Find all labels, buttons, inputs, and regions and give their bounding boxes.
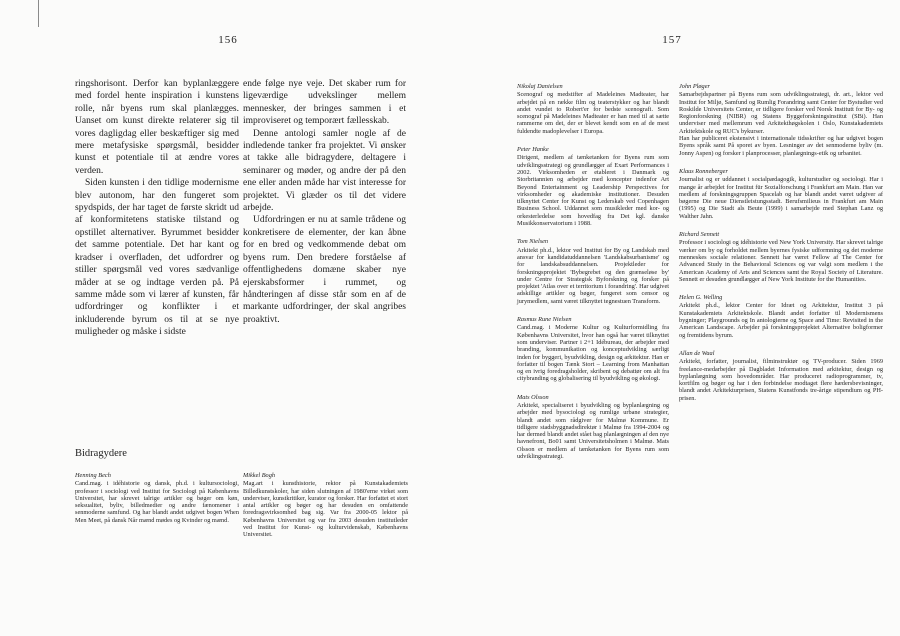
contributor-text: Cand.mag. i idéhistorie og dansk, ph.d. i kultursociologi, professor i sociologi ved Institut for Sociologi på Københavns Universitet, har skrevet talrige artikler og bøger om køn, seksualitet, byliv, billedmedier og andre fænomener i senmoderne samfund. Og har blandt andet udgivet bogen When Men Meet, på dansk Når mænd mødes og Kvinder og mænd. xyxy=(75,480,239,524)
left-page-column-1 xyxy=(75,78,239,339)
contributor-name: Mikkel Bogh xyxy=(243,472,275,479)
contributor-name: Peter Hanke xyxy=(517,146,549,154)
contributor-bio xyxy=(517,238,669,305)
contributor-text: Journalist og er uddannet i socialpædagogik, kulturstudier og sociologi. Har i mange år arbejdet for Institut für Sozialforschung i Frankfurt am Main. Han var medlem af forskningsgruppen Spacelab og har blandt andet været udgiver af bøgerne Die neue Dienstleistungsstadt. Berufsmilieus in Frankfurt am Main (1995) og Die Stadt als Beute (1999) i samarbejde med Stephan Lanz og Walther Jahn. xyxy=(679,176,883,220)
page-number-left: 156 xyxy=(218,34,238,46)
paragraph: Udfordringen er nu at samle trådene og konkretisere de elementer, der kan åbne for en bred og vedkommende debat om byens rum. Den bredere forståelse af offentlighedens domæne skaber nye ejerskabsformer i rummet, og håndteringen af disse står som en af de markante udfordringer, der skal angribes proaktivt. xyxy=(243,215,406,325)
contributor-text: Cand.mag. i Moderne Kultur og Kulturformidling fra Københavns Universitet, hvor han også har været tilknyttet som underviser. Partner i 2+1 Idébureau, der arbejder med branding, kommunikation og konceptudvikling særligt inden for byggeri, byudvikling, design og arkitektur. Han er forfatter til bogen Tænk Stort – Learning from Manhattan og en ivrig foredragsholder, skribent og debattør om alt fra citybranding og globalisering til byudvikling og økologi. xyxy=(517,324,669,383)
contributors-heading: Bidragydere xyxy=(75,448,127,459)
contributor-name: Mats Olsson xyxy=(517,393,549,401)
contributor-bio xyxy=(243,472,408,539)
contributor-text: Arkitekt, forfatter, journalist, filminstruktør og TV-producer. Siden 1969 freelance-medarbejder på Dagbladet Information med arkitektur, design og byplanlægning som hovedområder. Har produceret radioprogrammer, tv, kortfilm og bøger og har i den forbindelse modtaget flere hædersbevisninger, blandt andet Arkitekturprisen, Statens Kunstfonds tre-årige stipendium og PH-prisen. xyxy=(679,358,883,402)
contributor-bio xyxy=(75,472,239,524)
contributor-text: Arkitekt, specialiseret i byudvikling og byplanlægning og arbejder med bysociologi og rumlige urbane strategier, blandt andet som rådgiver for Malmø Kommune. Er tidligere stadsbyggnadsdirektør i Malmø fra 1994-2004 og har dermed blandt andet stået bag planlægningen af den nye havnefront, Bo01 samt Universitetsholmen i Malmø. Mats Olsson er medlem af tænketanken for Byens rum som udviklingsstrategi. xyxy=(517,401,669,461)
contributor-name: Rasmus Rune Nielsen xyxy=(517,316,572,324)
paragraph: Denne antologi samler nogle af de indledende tanker fra projektet. Vi ønsker at takke alle bidragydere, deltagere i seminarer og møder, og andre der på den ene eller anden måde har vist interesse for projektet. Vi glæder os til det videre arbejde. xyxy=(243,128,406,214)
contributor-name: John Pløger xyxy=(679,83,710,90)
contributor-name: Richard Sennett xyxy=(679,231,720,239)
right-page-column-2 xyxy=(679,83,883,413)
right-page-column-1 xyxy=(517,83,669,471)
contributor-text: Arkitekt ph.d., lektor ved Institut for By og Landskab med ansvar for kandidatuddannelsen 'Landskabsurbanisme' og for landskabsuddannelsen. Projektleder for forskningsprojektet 'Bybegrebet og den grænseløse by' under Centre for Strategisk Byforskning og forsker på projektet 'Atlas over et territorium i forandring'. Har udgivet adskillige artikler og bøger, fungeret som censor og jurymedlem, samt været tilknyttet tegnestuen Transform. xyxy=(517,246,669,305)
paragraph: Siden kunsten i den tidlige modernisme blev autonom, har den fungeret som spydspids, der har taget de første skridt ud af konformitetens statiske tilstand og opstillet alternativer. Byrummet besidder det samme potentiale. Det har kant og kradser i overfladen, det udfordrer og stiller spørgsmål ved vores sædvanlige måder at se og indtage verden på. På samme måde som vi lærer af kunsten, får udfordringer og konflikter i et inkluderende byrum os til at se nye muligheder og måske i sidste xyxy=(75,178,239,338)
contributor-name: Tom Nielsen xyxy=(517,238,549,246)
contributor-text: Arkitekt ph.d., lektor Center for Idræt og Arkitektur, Institut 3 på Kunstakademiets Arkitektskole. Blandt andet forfatter til Modernismens bygninger; Playgrounds og In antologierne og Space and Time: Revisited in the American Landscape. Arbejder på forskningsprojektet Alternative boligformer og fremtidens byrum. xyxy=(679,302,883,339)
paragraph: ende følge nye veje. Det skaber rum for ligeværdige udvekslinger mellem mennesker, der bringes sammen i et improviseret og temporært fællesskab. xyxy=(243,79,406,127)
contributor-text: Han har publiceret ekstensivt i internationale tidsskrifter og har udgivet bogen Byens språk samt På sporet av byen. Lesninger av det senmoderne byliv (m. Jonny Aspen) og forsker i planprocesser, planlægnings-etik og urbanitet. xyxy=(679,135,883,157)
paragraph: ringshorisont. Derfor kan byplanlæggere med fordel hente inspiration i kunstens rolle, når byens rum skal planlægges. Uanset om kunst direkte relaterer sig til vores dagligdag eller beskæftiger sig med mere metafysiske spørgsmål, besidder kunst et potentiale til at ændre vores verden. xyxy=(75,79,239,176)
contributor-bio xyxy=(679,168,883,220)
contributor-text: Mag.art i kunsthistorie, rektor på Kunstakademiets Billedkunstskoler, har siden slutningen af 1980'erne virket som underviser, kunstkritiker, kurator og forsker. Har forfattet et stort antal artikler og bøger og har desuden en omfattende foredragsvirksomhed bag sig. Var fra 2000-05 lektor på Københavns Universitet og var fra 2003 desuden institutleder ved Institut for Kunst- og kulturvidenskab, Københavns Universitet. xyxy=(243,480,408,539)
left-page-column-2 xyxy=(243,78,406,326)
contributor-text: Samarbejdspartner på Byens rum som udviklingsstrategi, dr. art., lektor ved Institut for Miljø, Samfund og Rumlig Forandring samt Center for Bystudier ved Roskilde Universitets Center, er tidligere forsker ved Norsk Institutt for By- og Regionforskning (NIBR) og Statens Byggeforskningsinstitut (SBi). Han underviser med mellemrum ved Arkitekthøgskolen i Oslo, Kunstakademiets Arkitektskole og RUC's bykurser. xyxy=(679,91,883,135)
contributor-name: Helen G. Welling xyxy=(679,294,723,302)
contributor-bio xyxy=(517,394,669,461)
contributor-name: Allan de Waal xyxy=(679,349,715,357)
contributor-name: Henning Bech xyxy=(75,472,111,479)
crop-mark xyxy=(38,0,39,27)
contributor-bio xyxy=(517,316,669,383)
page-number-right: 157 xyxy=(662,34,682,46)
contributor-text: Dirigent, medlem af tænketanken for Byens rum som udviklingsstrategi og grundlægger af Exart Performances i 2002. Virksomheden er etableret i Danmark og Storbritannien og arbejder med koncepter indenfor Art Beyond Entertainment og Leadership Perspectives for virksomheder og akademiske institutioner. Desuden tilknyttet Center for Kunst og Lederskab ved Copenhagen Business School. Uddannet som musikleder med kor- og orkesterledelse som hovedfag fra Det kgl. danske Musikkonservatorium i 1988. xyxy=(517,154,669,228)
contributor-text: Professor i sociologi og idéhistorie ved New York University. Har skrevet talrige værker om by og forholdet mellem byernes fysiske udformning og det moderne menneskes sociale relationer. Sennett har været Fellow af The Center for Advanced Study in the Behavioral Sciences og var valgt som medlem i the American Academy of Arts and Sciences samt the Royal Society of Literature. Sennett er desuden grundlægger af New York Institute for the Humanities. xyxy=(679,239,883,283)
contributor-bio xyxy=(517,146,669,227)
contributor-bio xyxy=(517,83,669,135)
contributor-bio xyxy=(679,294,883,339)
contributor-bio xyxy=(679,83,883,157)
contributor-bio xyxy=(679,231,883,283)
contributor-text: Scenograf og medstifter af Madeleines Madteater, har arbejdet på en række film og teaterstykker og har blandt andet vundet to Robert'er for bedste scenografi. Som scenograf på Madeleines Madteater er han med til at sætte rammerne om det, der er blevet kendt som en af de mest fuldendte madoplevelser i Europa. xyxy=(517,91,669,135)
contributor-name: Klaus Ronneberger xyxy=(679,167,728,175)
contributor-name: Nikolaj Danielsen xyxy=(517,83,563,90)
contributor-bio xyxy=(679,350,883,402)
